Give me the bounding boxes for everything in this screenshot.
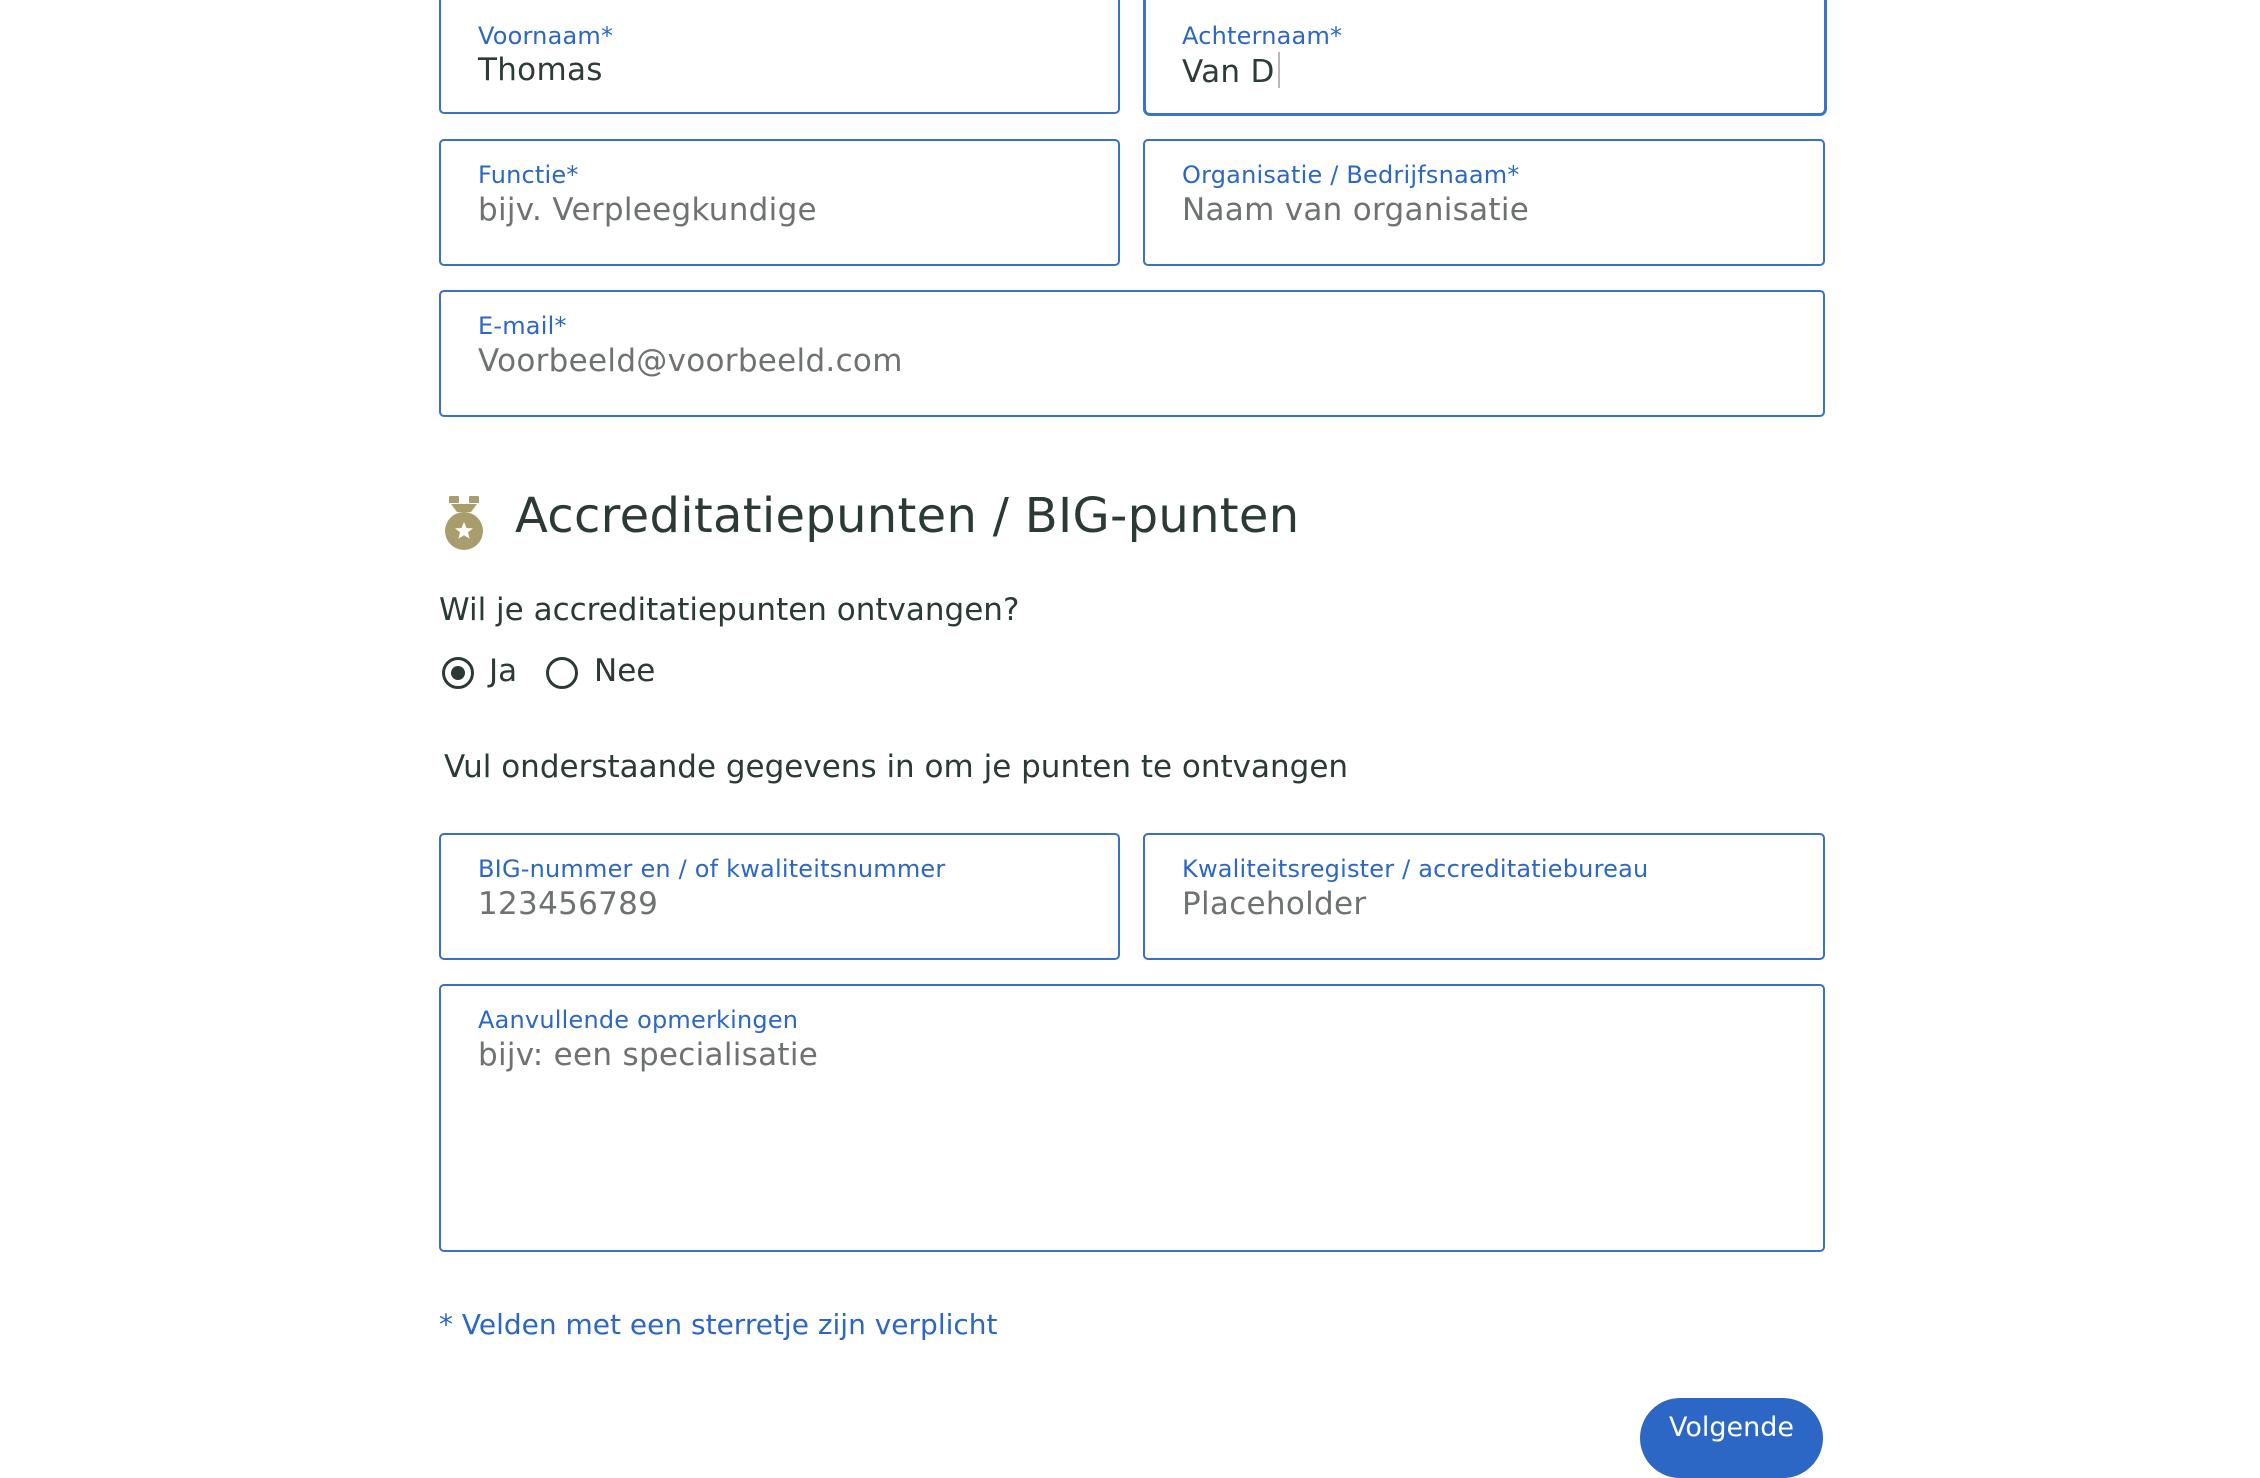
first-name-label: Voornaam* [478, 22, 614, 50]
big-number-label: BIG-nummer en / of kwaliteitsnummer [478, 855, 946, 883]
radio-selected-dot [451, 666, 465, 680]
accreditation-heading: Accreditatiepunten / BIG-punten [515, 488, 1300, 544]
text-caret [1278, 52, 1280, 88]
accreditation-question: Wil je accreditatiepunten ontvangen? [439, 592, 1020, 628]
radio-nee-label[interactable]: Nee [594, 653, 656, 689]
last-name-value: Van D [1182, 54, 1275, 90]
email-label: E-mail* [478, 312, 567, 340]
function-placeholder: bijv. Verpleegkundige [478, 192, 817, 228]
register-field[interactable] [1143, 833, 1825, 960]
remarks-textarea[interactable] [439, 984, 1825, 1252]
register-label: Kwaliteitsregister / accreditatiebureau [1182, 855, 1649, 883]
required-fields-note: * Velden met een sterretje zijn verplicht [439, 1308, 998, 1341]
register-placeholder: Placeholder [1182, 886, 1367, 922]
last-name-input [1182, 52, 1280, 90]
first-name-value: Thomas [478, 52, 603, 88]
big-number-field[interactable] [439, 833, 1120, 960]
organisation-placeholder: Naam van organisatie [1182, 192, 1530, 228]
radio-ja[interactable] [442, 657, 474, 689]
function-field[interactable] [439, 139, 1120, 266]
last-name-field[interactable] [1143, 0, 1827, 116]
big-number-placeholder: 123456789 [478, 886, 659, 922]
function-label: Functie* [478, 161, 579, 189]
email-placeholder: Voorbeeld@voorbeeld.com [478, 343, 903, 379]
first-name-field[interactable] [439, 0, 1120, 114]
medal-icon [441, 496, 487, 552]
organisation-field[interactable] [1143, 139, 1825, 266]
email-field[interactable] [439, 290, 1825, 417]
next-button[interactable]: Volgende [1640, 1398, 1823, 1478]
remarks-placeholder: bijv: een specialisatie [478, 1037, 819, 1073]
last-name-label: Achternaam* [1182, 22, 1343, 50]
radio-ja-label[interactable]: Ja [489, 653, 518, 689]
radio-nee[interactable] [546, 657, 578, 689]
accreditation-instructions: Vul onderstaande gegevens in om je punten te ontvangen [444, 749, 1349, 785]
organisation-label: Organisatie / Bedrijfsnaam* [1182, 161, 1520, 189]
remarks-label: Aanvullende opmerkingen [478, 1006, 799, 1034]
